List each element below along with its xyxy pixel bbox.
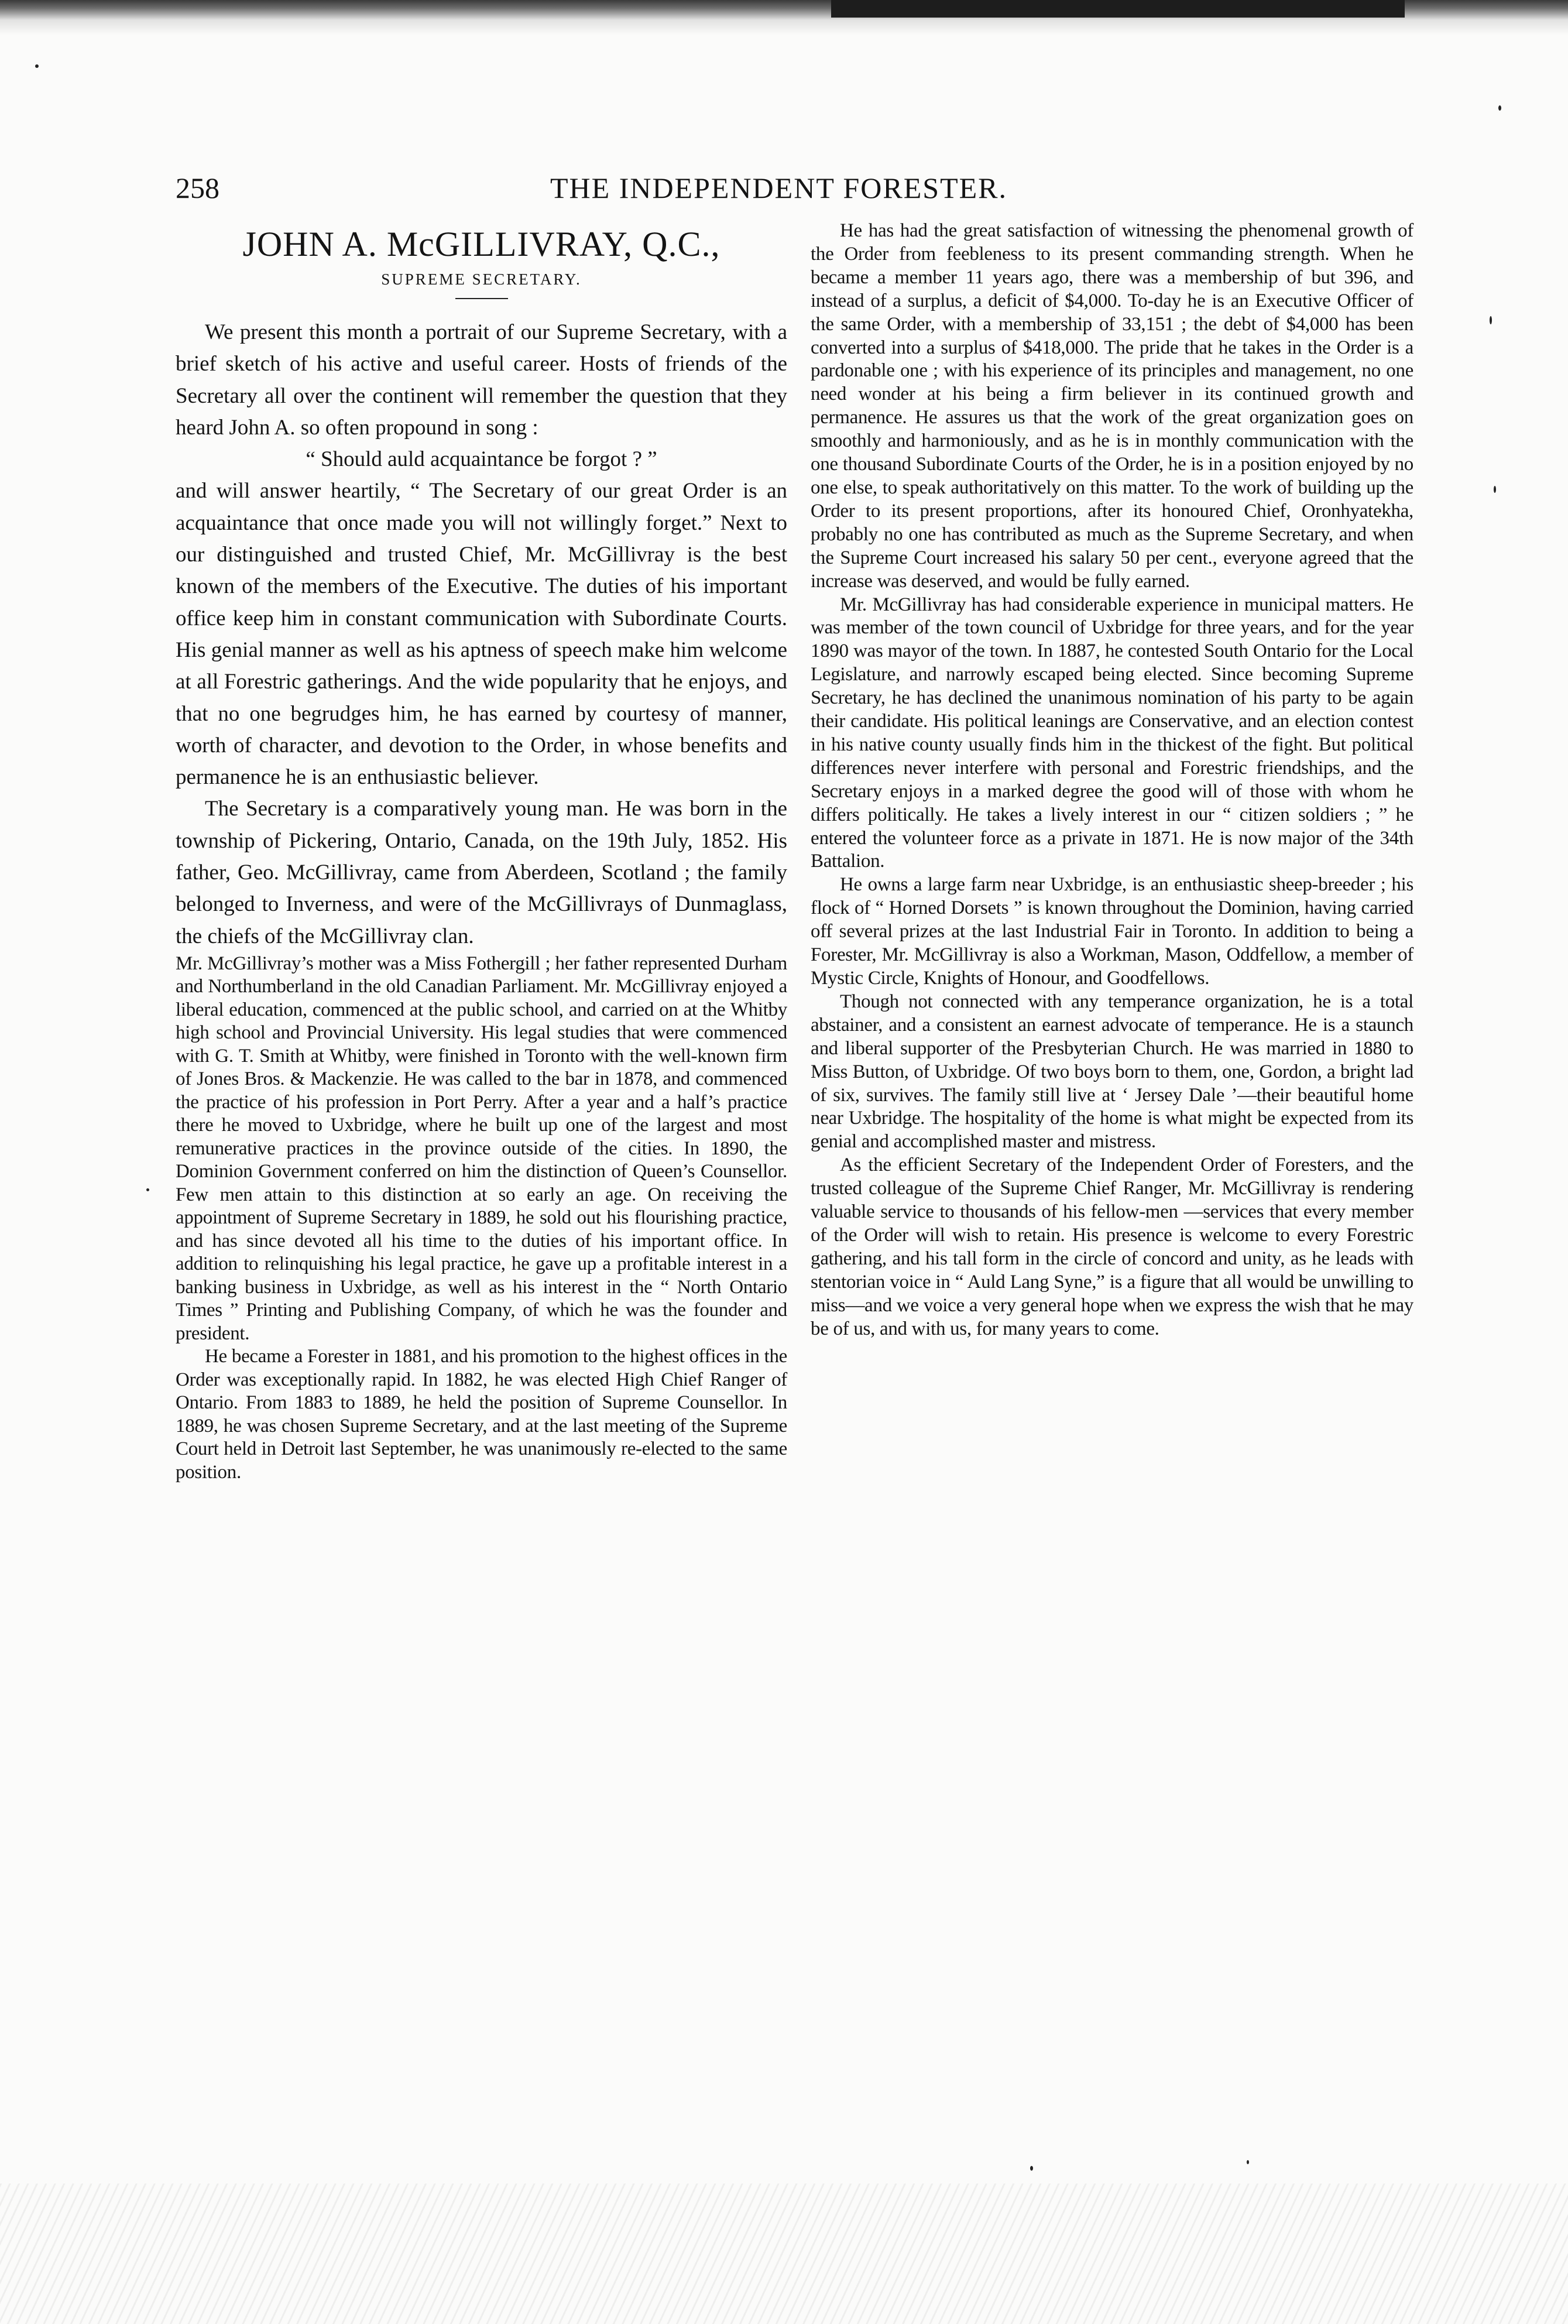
ink-speck [1030,2166,1033,2171]
title-rule [455,298,508,299]
paragraph: He owns a large farm near Uxbridge, is an enthusiastic sheep-breeder ; his flock of “ Horned Dorsets ” is known throughout the Dominion, having carried off several prizes at the last Industrial Fair in Toronto. In addition to being a Forester, Mr. McGillivray is also a Workman, Mason, Oddfellow, a member of Mystic Circle, Knights of Honour, and Goodfellows. [811,874,1413,989]
scan-edge-bar [831,0,1405,18]
scan-bottom-noise [0,2184,1568,2324]
paragraph: As the efficient Secretary of the Independent Order of Foresters, and the trusted colleague of the Supreme Chief Ranger, Mr. McGillivray is rendering valuable service to thousands of his fellow-men —services that every member of the Order will wish to retain. His presence is welcome to every Forestric gathering, and his tall form in the circle of concord and unity, as he leads with stentorian voice in “ Auld Lang Syne,” is a figure that all would be unwilling to miss—and we voice a very general hope when we express the wish that he may be of us, and with us, for many years to come. [811,1154,1413,1339]
page-number: 258 [176,172,219,204]
paragraph: The Secretary is a comparatively young man. He was born in the township of Pickering, Ontario, Canada, on the 19th July, 1852. His father, Geo. McGillivray, came from Aberdeen, Scotland ; the family belonged to Inverness, and were of the McGillivrays of Dunmaglass, the chiefs of the McGillivray clan. [176,797,787,948]
ink-speck [1498,105,1501,111]
ink-speck [1247,2160,1249,2164]
paragraph: and will answer heartily, “ The Secretary of our great Order is an acquaintance that once made you will not willingly forget.” Next to our distinguished and trusted Chief, Mr. McGillivray is the best known of the members of the Executive. The duties of his important office keep him in constant communication with Subordinate Courts. His genial manner as well as his aptness of speech make him welcome at all Forestric gatherings. And the wide popularity that he enjoys, and that no one begrudges him, he has earned by courtesy of manner, worth of character, and devotion to the Order, in whose benefits and permanence he is an enthusiastic believer. [176,479,787,790]
paragraph: Mr. McGillivray’s mother was a Miss Fothergill ; her father represented Durham and Northumberland in the old Canadian Parliament. Mr. McGillivray enjoyed a liberal education, commenced at the public school, and carried on at the Whitby high school and Provincial University. His legal studies that were commenced with G. T. Smith at Whitby, were finished in Toronto with the well-known firm of Jones Bros. & Mackenzie. He was called to the bar in 1878, and commenced the practice of his profession in Port Perry. After a year and a half’s practice there he moved to Uxbridge, where he built up one of the largest and most remunerative practices in the province outside of the cities. In 1890, the Dominion Government conferred on him the distinction of Queen’s Counsellor. Few men attain to this distinction at so early an age. On receiving the appointment of Supreme Secretary in 1889, he sold out his flourishing practice, and has since devoted all his time to the duties of his important office. In addition to relinquishing his legal practice, he gave up a profitable interest in a banking business in Uxbridge, as well as his interest in the “ North Ontario Times ” Printing and Publishing Company, of which he was the founder and president. [176,952,787,1344]
running-head [176,171,1416,212]
song-quote: “ Should auld acquaintance be forgot ? ” [306,447,657,472]
ink-speck [1490,316,1492,324]
paragraph: He became a Forester in 1881, and his promotion to the highest offices in the Order was exceptionally rapid. In 1882, he was elected High Chief Ranger of Ontario. From 1883 to 1889, he held the position of Supreme Counsellor. In 1889, he was chosen Supreme Secretary, and at the last meeting of the Supreme Court held in Detroit last September, he was unanimously re-elected to the same position. [176,1346,787,1483]
article-subtitle: SUPREME SECRETARY. [381,270,582,288]
ink-speck [1494,486,1496,493]
paragraph: We present this month a portrait of our Supreme Secretary, with a brief sketch of his active and useful career. Hosts of friends of the Secretary all over the continent will remember the question that they heard John A. so often propound in song : [176,320,787,440]
ink-speck [35,64,39,68]
ink-speck [146,1188,149,1191]
paragraph: Mr. McGillivray has had considerable experience in municipal matters. He was member of the town council of Uxbridge for three years, and for the year 1890 was mayor of the town. In 1887, he contested South Ontario for the Local Legislature, and narrowly escaped being elected. Since becoming Supreme Secretary, he has declined the unanimous nomination of his party to be again their candidate. His political leanings are Conservative, and an election contest in his native county usually finds him in the thickest of the fight. But political differences never interfere with personal and Forestric friendships, and the Secretary enjoys in a marked degree the good will of those with whom he differs politically. He takes a lively interest in our “ citizen soldiers ; ” he entered the volunteer force as a private in 1871. He is now major of the 34th Battalion. [811,594,1413,872]
article-title: JOHN A. McGILLIVRAY, Q.C., [242,225,720,263]
paragraph: He has had the great satisfaction of witnessing the phenomenal growth of the Order from feebleness to its present commanding strength. When he became a member 11 years ago, there was a membership of but 396, and instead of a surplus, a deficit of $4,000. To-day he is an Executive Officer of the same Order, with a membership of 33,151 ; the debt of $4,000 has been converted into a surplus of $418,000. The pride that he takes in the Order is a pardonable one ; with his experience of its principles and management, no one need wonder at his being a firm believer in its continued growth and permanence. He assures us that the work of the great organization goes on smoothly and harmoniously, and as he is in monthly communication with the one thousand Subordinate Courts of the Order, he is in a position enjoyed by no one else, to speak authoritatively on this matter. To the work of building up the Order to its present proportions, after its honoured Chief, Oronhyatekha, probably no one has contributed as much as the Supreme Secretary, and when the Supreme Court increased his salary 50 per cent., everyone agreed that the increase was deserved, and would be fully earned. [811,220,1413,592]
right-column [811,220,1413,1341]
paragraph: Though not connected with any temperance organization, he is a total abstainer, and a consistent an earnest advocate of temperance. He is a staunch and liberal supporter of the Presbyterian Church. He was married in 1880 to Miss Button, of Uxbridge. Of two boys born to them, one, Gordon, a bright lad of six, survives. The family still live at ‘ Jersey Dale ’—their beautiful home near Uxbridge. The hospitality of the home is what might be expected from its genial and accomplished master and mistress. [811,990,1413,1153]
journal-title: THE INDEPENDENT FORESTER. [550,172,1008,204]
left-column [176,220,787,1484]
